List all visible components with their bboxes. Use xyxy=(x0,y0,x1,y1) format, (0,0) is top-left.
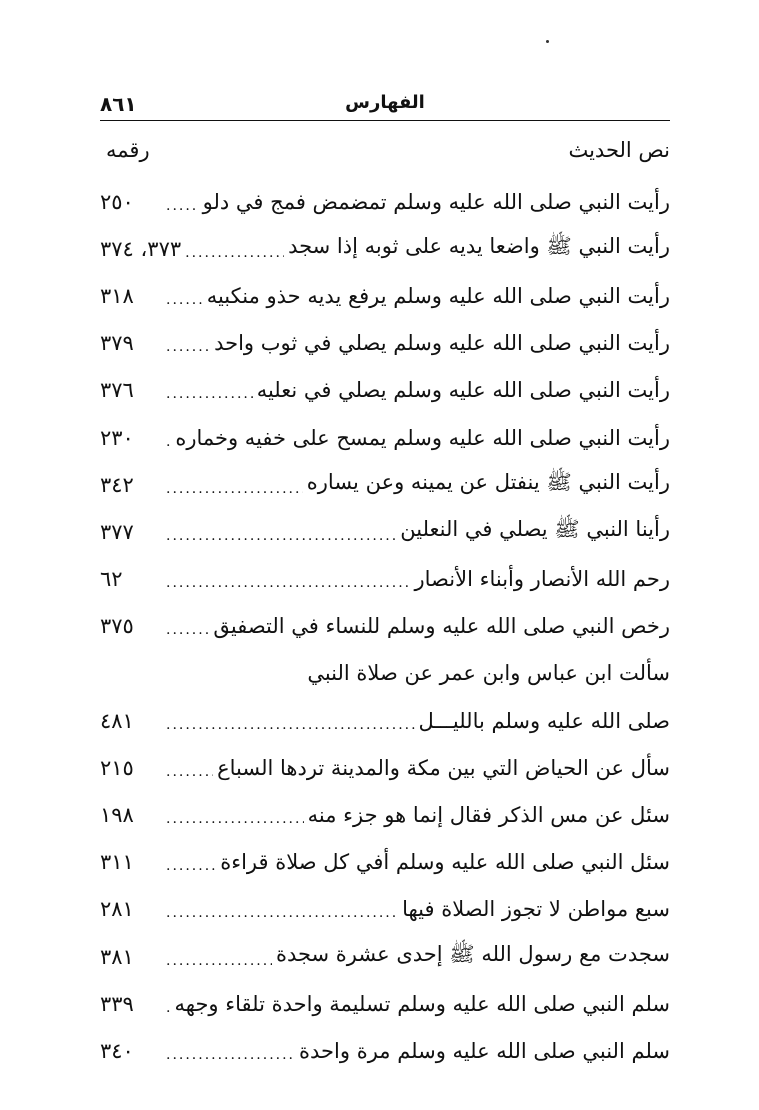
index-entry xyxy=(100,603,670,650)
entry-text: سئل عن مس الذكر فقال إنما هو جزء منه xyxy=(307,803,670,828)
entry-text: رحم الله الأنصار وأبناء الأنصار xyxy=(414,567,670,592)
scan-speck xyxy=(546,40,549,43)
entry-number: ٢٣٠ xyxy=(100,425,134,450)
dot-leader xyxy=(166,198,199,214)
page-number: ٨٦١ xyxy=(100,92,137,116)
entry-text: رأيت النبي صلى الله عليه وسلم يرفع يديه حذو منكبيه xyxy=(206,283,670,308)
entry-text: سأل عن الحياض التي بين مكة والمدينة تردها السباع xyxy=(217,755,670,780)
entry-number: ٢١٥ xyxy=(100,755,134,780)
entry-number: ١٩٨ xyxy=(100,803,134,828)
dot-leader xyxy=(166,1000,171,1016)
index-entry xyxy=(100,320,670,367)
dot-leader xyxy=(166,622,209,638)
index-entry xyxy=(100,1027,670,1074)
index-entry xyxy=(100,933,670,980)
entry-text: صلى الله عليه وسلم بالليـــل xyxy=(418,708,670,733)
entry-number: ٣٣٩ xyxy=(100,991,134,1016)
column-headers xyxy=(100,138,670,174)
entry-number: ٤٨١ xyxy=(100,708,134,733)
entry-number: ٣٧٩ xyxy=(100,331,134,356)
column-header-number: رقمه xyxy=(106,138,150,162)
entry-number: ٣٤٠ xyxy=(100,1038,134,1063)
page-header xyxy=(100,90,670,121)
index-entry xyxy=(100,178,670,225)
running-title: الفهارس xyxy=(345,92,425,113)
index-entry xyxy=(100,556,670,603)
dot-leader xyxy=(166,717,415,733)
dot-leader xyxy=(166,339,210,355)
index-entry xyxy=(100,839,670,886)
entry-number: ٣٨١ xyxy=(100,944,134,969)
entry-number: ٣٧٣، ٣٧٤ xyxy=(100,236,182,261)
index-entry xyxy=(100,791,670,838)
entry-text: سلم النبي صلى الله عليه وسلم مرة واحدة xyxy=(299,1038,670,1063)
dot-leader xyxy=(166,575,411,591)
dot-leader xyxy=(166,811,304,827)
index-entry xyxy=(100,461,670,508)
dot-leader xyxy=(166,528,396,544)
dot-leader xyxy=(166,764,213,780)
index-entry xyxy=(100,272,670,319)
entry-text: رخص النبي صلى الله عليه وسلم للنساء في التصفيق xyxy=(213,614,670,639)
entry-number: ٣١١ xyxy=(100,850,134,875)
index-entry xyxy=(100,697,670,744)
entry-number: ٦٢ xyxy=(100,567,123,592)
entry-text: سجدت مع رسول الله ﷺ إحدى عشرة سجدة xyxy=(275,942,670,967)
index-entry xyxy=(100,980,670,1027)
dot-leader xyxy=(166,953,272,969)
entry-text: رأيت النبي ﷺ واضعا يديه على ثوبه إذا سجد xyxy=(288,234,670,259)
index-entries xyxy=(100,178,670,1075)
entry-text: رأيت النبي ﷺ ينفتل عن يمينه وعن يساره xyxy=(306,470,670,495)
entry-text: رأيت النبي صلى الله عليه وسلم يصلي في ثوب واحد xyxy=(214,331,670,356)
entry-number: ٣٧٥ xyxy=(100,614,134,639)
index-entry xyxy=(100,367,670,414)
entry-text: رأينا النبي ﷺ يصلي في النعلين xyxy=(400,517,670,542)
entry-text: سبع مواطن لا تجوز الصلاة فيها xyxy=(402,897,670,922)
dot-leader xyxy=(166,481,303,497)
index-entry xyxy=(100,225,670,272)
entry-number: ٣٧٦ xyxy=(100,378,134,403)
dot-leader xyxy=(166,858,216,874)
column-header-text: نص الحديث xyxy=(568,138,670,162)
index-entry xyxy=(100,744,670,791)
entry-text: رأيت النبي صلى الله عليه وسلم يصلي في نعليه xyxy=(256,378,670,403)
entry-number: ٢٥٠ xyxy=(100,189,134,214)
dot-leader xyxy=(166,905,398,921)
index-entry xyxy=(100,414,670,461)
entry-text: سلم النبي صلى الله عليه وسلم تسليمة واحدة تلقاء وجهه xyxy=(174,991,670,1016)
entry-number: ٣٧٧ xyxy=(100,519,134,544)
dot-leader xyxy=(166,434,171,450)
dot-leader xyxy=(166,1047,295,1063)
entry-number: ٣٤٢ xyxy=(100,472,134,497)
entry-text: سئل النبي صلى الله عليه وسلم أفي كل صلاة قراءة xyxy=(220,850,670,875)
entry-number: ٢٨١ xyxy=(100,897,134,922)
dot-leader xyxy=(166,292,203,308)
index-entry xyxy=(100,886,670,933)
entry-text: رأيت النبي صلى الله عليه وسلم تمضمض فمج في دلو xyxy=(202,189,670,214)
index-entry-continued xyxy=(100,650,670,697)
dot-leader xyxy=(185,245,284,261)
entry-text: سألت ابن عباس وابن عمر عن صلاة النبي xyxy=(307,661,670,686)
index-entry xyxy=(100,508,670,555)
entry-text: رأيت النبي صلى الله عليه وسلم يمسح على خفيه وخماره xyxy=(175,425,670,450)
entry-number: ٣١٨ xyxy=(100,283,134,308)
dot-leader xyxy=(166,386,253,402)
